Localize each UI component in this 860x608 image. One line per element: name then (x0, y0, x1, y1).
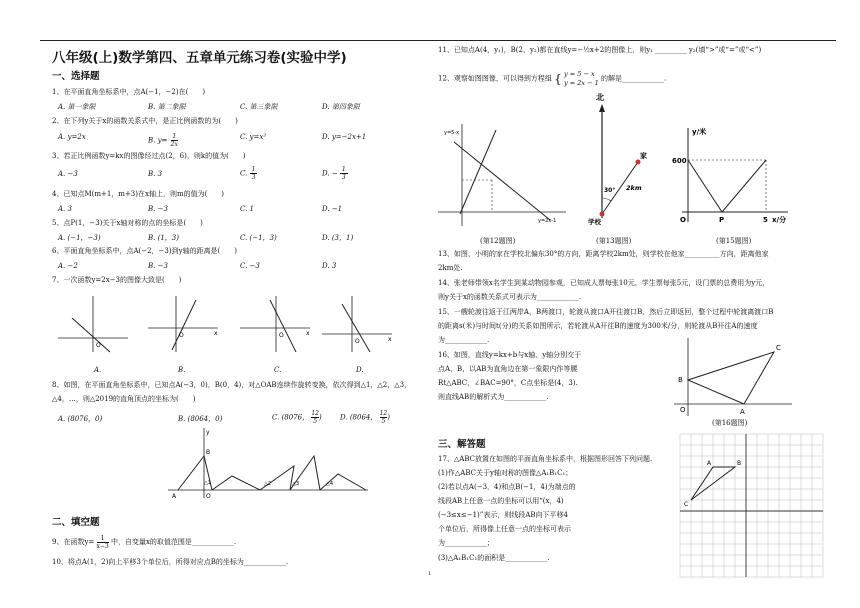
top-rule (40, 40, 836, 41)
question-17-line1: 17、△ABC放置在如图的平面直角坐标系中，根据图形回答下列问题. (438, 455, 653, 463)
q9-pre: 9、在函数y= (52, 538, 95, 546)
fig15-xlab: x/分 (772, 216, 787, 224)
question-17-line7: 为____________； (438, 539, 494, 547)
q1-option-b[interactable]: B. 第二象限 (148, 103, 186, 111)
q3-option-c-label: C. (240, 169, 248, 178)
q8-fig-t2: △2 (264, 481, 272, 487)
q12-post: 的解是____________. (601, 74, 667, 83)
question-17-line2: (1)作△ABC关于y轴对称的图像△A₁B₁C₁； (438, 469, 573, 477)
page-title: 八年级(上)数学第四、五章单元练习卷(实验中学) (52, 50, 347, 66)
q8-option-c-label: C. (8076， (272, 413, 310, 422)
q8-d-frac-num: 12 (379, 410, 388, 417)
fig15-ylab: y/米 (692, 128, 707, 136)
label-c: C (684, 501, 689, 508)
fig13-angle: 30° (604, 187, 616, 194)
q8-option-c[interactable]: C. (8076， $\frac{12}{5}$ ) (272, 410, 322, 425)
q5-option-b[interactable]: B. (1，3) (148, 234, 179, 242)
question-1-stem: 1、在平面直角坐标系中，点A(−1，−2)在( ) (52, 88, 206, 96)
question-16-line1: 16、如图，直线y=kx+b与x轴、y轴分别交于 (438, 351, 582, 359)
question-17-line3: (2)若以点A(−3，4)和点B(−1，4)为端点的 (438, 483, 576, 491)
question-13-line2: 2km处. (438, 264, 463, 272)
question-17-line6: 个单位后，所得像上任意一点的坐标可表示 (438, 525, 571, 533)
q9-post: 中，自变量x的取值范围是____________. (110, 538, 237, 546)
question-4-stem: 4、已知点M(m+1，m+3)在x轴上，则m的值为( ) (52, 190, 225, 198)
q7c-x: x (306, 330, 310, 337)
q8-fig-a: A (172, 493, 177, 500)
question-17-line4: 线段AB上任意一点的坐标可以用“(x，4) (438, 497, 564, 505)
question-6-stem: 6、平面直角坐标系中，点A(−2，−3)到y轴的距离是( ) (52, 247, 238, 255)
q2-option-c[interactable]: C. y=x² (240, 133, 267, 141)
q4-option-c[interactable]: C. 1 (240, 205, 255, 213)
fig15-o: O (680, 216, 686, 224)
fig15-caption: (第15题图) (716, 237, 752, 245)
question-15-line1: 15、一艘轮渡往返于江两岸A，B两渡口，轮渡从渡口A开往渡口B，然后立即返回，整个过程中轮渡离渡口B (438, 308, 774, 316)
q7-label-a[interactable]: A. (94, 366, 102, 374)
q7c-origin: O (279, 332, 284, 339)
q3-d-frac-den: 3 (341, 174, 346, 181)
q3-option-d[interactable] (322, 166, 348, 181)
question-16-line3: Rt△ABC，∠BAC=90°，C点坐标是(4，3). (438, 379, 578, 387)
fig15-p: P (719, 216, 725, 224)
fig13-north: 北 (596, 93, 604, 102)
question-2-stem: 2、在下列y关于x的函数关系式中，是正比例函数的为( ) (52, 117, 238, 125)
question-14-line2: 则y关于x的函数关系式可表示为____________. (438, 293, 582, 301)
q4-option-a[interactable]: A. 3 (58, 205, 72, 213)
q2-option-b[interactable] (148, 133, 178, 148)
fig13-home: 家 (640, 152, 647, 160)
q8-c-frac-num: 12 (311, 410, 319, 417)
q6-option-a[interactable]: A. −2 (58, 262, 78, 270)
q6-option-d[interactable]: D. 3 (322, 262, 337, 270)
fig13-dist: 2km (626, 184, 642, 192)
q9-frac-den: x−3 (96, 543, 109, 550)
q7-graph-a (58, 294, 130, 354)
section-heading-choice: 一、选择题 (52, 71, 100, 82)
fig12-l2: y=2x-1 (538, 218, 557, 224)
q2-frac-den: 2x (170, 141, 178, 148)
question-9 (52, 535, 236, 550)
fig16-c: C (776, 344, 781, 352)
fig16-caption: (第16题图) (712, 419, 748, 427)
q12-pre: 12、观察如图图像，可以得到方程组 (438, 74, 552, 83)
q7d-x: x (388, 336, 392, 343)
page-number: 1 (428, 571, 432, 577)
fig12-graph (438, 122, 568, 227)
q8-option-b[interactable]: B. (8064，0) (178, 415, 223, 423)
question-17-line8: (3)△A₁B₁C₁的面积是____________. (438, 554, 550, 562)
q12-eq2: y = 2x − 1 (564, 79, 599, 87)
q6-option-b[interactable]: B. −3 (148, 262, 168, 270)
q9-frac-num: 1 (97, 535, 109, 543)
q1-option-a[interactable]: A. 第一象限 (58, 103, 96, 111)
fig13-school: 学校 (588, 218, 601, 226)
question-3-stem: 3、若正比例函数y=kx的图像经过点(2，6)，则k的值为( ) (52, 152, 246, 160)
q8-d-frac-den: 5 (381, 418, 386, 425)
q3-option-a[interactable]: A. −3 (58, 170, 78, 178)
question-7-stem: 7、一次函数y=2x−3的图像大致是( ) (52, 276, 182, 284)
q2-option-b-label: B. y= (148, 136, 168, 145)
question-16-line2: 点A，B，以AB为直角边在第一象限内作等腰 (438, 365, 578, 373)
fig15-600: 600 (672, 157, 687, 165)
q8-fig-b: B (206, 449, 211, 456)
question-17-line5: (−3≤x≤−1)”表示，则线段AB向下平移4 (438, 511, 569, 519)
q3-option-c[interactable] (240, 166, 257, 181)
q7-graph-b (148, 294, 220, 354)
question-10: 10、将点A(1，2)向上平移3个单位后，所得对应点B的坐标为____________. (52, 558, 289, 566)
q4-option-b[interactable]: B. −3 (148, 205, 168, 213)
q7-label-c[interactable]: C. (274, 366, 282, 374)
fig12-l1: y=5-x (444, 130, 460, 136)
question-14-line1: 14、张老师带领x名学生到某动物园参观，已知成人票每张10元，学生票每张5元，设门票的总费用为y元， (438, 279, 770, 287)
question-8-stem-line1: 8、如图，在平面直角坐标系中，已知点A(−3，0)，B(0，4)，对△OAB连续作旋转变换，依次得到△1，△2，△3， (52, 381, 412, 389)
question-15-line2: 的距离s(米)与时间t(分)的关系如图所示，若轮渡从A开往B的速度为300米/分，则轮渡从B开往A的速度 (438, 322, 758, 330)
q8-fig-t4: △4 (326, 481, 334, 487)
q2-frac-num: 1 (172, 133, 177, 140)
fig16-a: A (740, 408, 745, 416)
q7d-origin: O (355, 338, 360, 345)
question-11: 11、已知点A(4，y₁)，B(2，y₂)都在直线y=−½x+2的图像上，则y₁ _________ y₂(填“>”或“=”或“<”) (438, 46, 762, 54)
q3-d-frac-num: 1 (341, 166, 346, 173)
q7-label-d[interactable]: D. (356, 366, 364, 374)
q8-fig-o: O (206, 493, 211, 500)
q8-rotation-figure (168, 428, 368, 500)
fig16-graph (674, 338, 794, 418)
q12-eq1: y = 5 − x (564, 70, 595, 78)
fig12-caption: (第12题图) (480, 237, 516, 245)
q5-option-c[interactable]: C. (−1，3) (240, 234, 277, 242)
q1-option-c[interactable]: C. 第三象限 (240, 103, 278, 111)
q8-option-a[interactable]: A. (8076，0) (58, 415, 103, 423)
q2-option-a[interactable]: A. y=2x (58, 133, 86, 141)
q7b-origin: O (179, 332, 184, 339)
q7a-origin: O (96, 342, 101, 349)
q7-label-b[interactable]: B. (178, 366, 186, 374)
fig17-grid (676, 430, 822, 580)
fig13-caption: (第13题图) (596, 237, 632, 245)
question-5-stem: 5、点P(1，−3)关于x轴对称的点的坐标是( ) (52, 219, 203, 227)
q4-option-d[interactable]: D. −1 (322, 205, 343, 213)
question-15-line3: 为____________. (438, 336, 490, 344)
label-b: B (737, 460, 742, 467)
q5-option-a[interactable]: A. (−1，−3) (58, 234, 101, 242)
q3-c-frac-num: 1 (251, 166, 256, 173)
fig13-map (582, 93, 662, 226)
fig15-5: 5 (763, 216, 768, 224)
question-13-line1: 13、如图，小明的家在学校北偏东30°的方向，距离学校2km处，则学校在他家__________方向，距离他家 (438, 250, 769, 258)
section-heading-fill: 二、填空题 (52, 517, 100, 528)
q7b-x: x (214, 330, 218, 337)
q3-option-d-label: D. − (322, 169, 338, 178)
q5-option-d[interactable]: D. (3，1) (322, 234, 354, 242)
question-16-line4: 则直线AB的解析式为____________. (438, 393, 549, 401)
fig16-o: O (680, 406, 686, 414)
q7-graph-c (240, 294, 312, 354)
q8-fig-t1: △1 (204, 480, 212, 486)
label-a: A (707, 460, 712, 467)
q7-graph-d (322, 294, 394, 354)
q8-option-d[interactable]: D. (8064， $\frac{12}{5}$ ) (340, 410, 390, 425)
fig16-b: B (678, 376, 683, 384)
question-12: 12、观察如图图像，可以得到方程组 { y = 5 − x y = 2x − 1 的解是____________. (438, 70, 667, 87)
q2-option-d[interactable]: D. y=−2x+1 (322, 133, 367, 141)
question-8-stem-line2: △4，…，则△2019的直角顶点的坐标为( ) (52, 395, 196, 403)
q8-c-frac-den: 5 (313, 418, 318, 425)
q6-option-c[interactable]: C. −3 (240, 262, 260, 270)
q1-option-d[interactable]: D. 第四象限 (322, 103, 360, 111)
q8-fig-t3: △3 (292, 481, 300, 487)
q3-c-frac-den: 3 (251, 174, 256, 181)
section-heading-answer: 三、解答题 (438, 439, 486, 450)
fig15-graph (672, 126, 790, 226)
q8-fig-y: y (206, 429, 210, 436)
q3-option-b[interactable]: B. 3 (148, 170, 163, 178)
q8-option-d-label: D. (8064， (340, 413, 378, 422)
